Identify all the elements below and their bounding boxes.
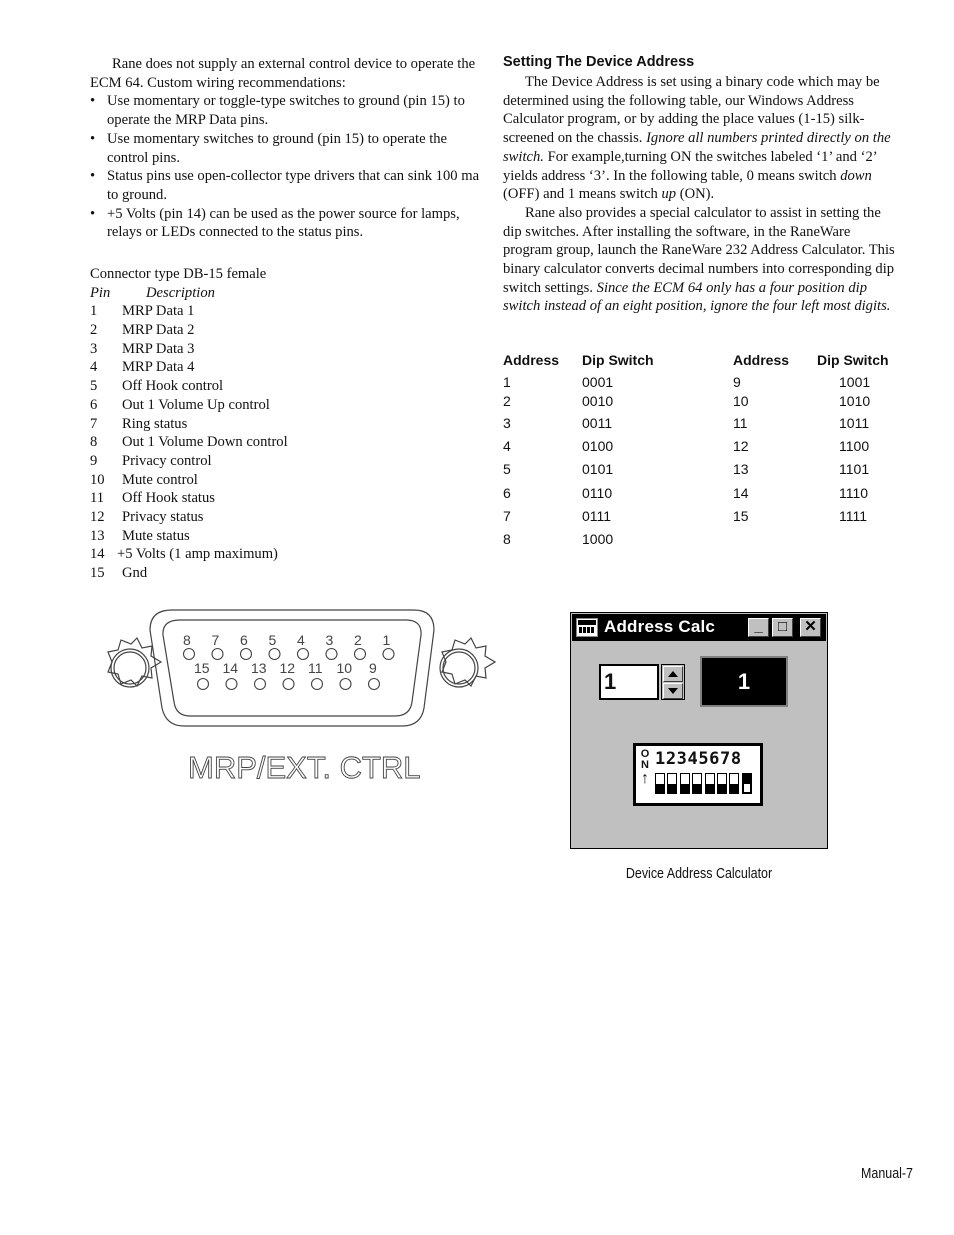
para-italic: Since the ECM 64 only has a four position dip switch instead of an eight position, ignore the four left most digits. (503, 279, 891, 315)
dip-switch-cell: 0110 (582, 485, 613, 501)
pin-number: 2 (90, 322, 98, 339)
minimize-button[interactable]: _ (748, 618, 769, 637)
pin-socket (340, 679, 351, 690)
dip-switch-knob (693, 784, 701, 794)
spin-up-button[interactable] (663, 666, 683, 682)
pin-socket (326, 649, 337, 660)
pin-description: Ring status (122, 415, 188, 432)
dip-switch-knob (681, 784, 689, 794)
left-mounting-nut (108, 638, 161, 686)
description-header: Description (146, 284, 215, 301)
dip-switch-cell: 1110 (839, 485, 869, 501)
arrow-down-icon (668, 688, 678, 694)
on-label (639, 749, 651, 787)
pin-socket (369, 679, 380, 690)
para-italic: up (661, 186, 677, 203)
pin-number: 8 (90, 434, 98, 451)
pin-socket (269, 649, 280, 660)
address-cell: 15 (733, 508, 749, 524)
pin-socket (355, 649, 366, 660)
pin-label: 11 (308, 660, 323, 676)
pin-row (90, 396, 390, 415)
para-text: (OFF) and 1 means switch (503, 186, 662, 203)
dip-switch-knob (718, 784, 726, 794)
pin-description: Off Hook status (122, 490, 215, 507)
pin-socket (212, 649, 223, 660)
pin-label: 2 (354, 632, 362, 648)
bullet-item (90, 205, 482, 242)
address-cell: 4 (503, 438, 511, 454)
dip-switch-cell: 1100 (839, 438, 870, 454)
bullet-text: Status pins use open-collector type drivers that can sink 100 ma to ground. (107, 168, 480, 203)
pin-description: Privacy control (122, 452, 212, 469)
address-cell: 10 (733, 393, 749, 409)
dip-switch-knob (730, 784, 738, 794)
pin-number: 6 (90, 396, 98, 413)
bullet-glyph: • (90, 168, 96, 185)
pin-row (90, 489, 390, 508)
pin-row (90, 340, 390, 359)
pin-label: 15 (194, 660, 210, 676)
dip-switch-cell: 1111 (839, 508, 868, 524)
pin-number: 5 (90, 378, 98, 395)
pin-label: 4 (297, 632, 305, 648)
dip-switch (692, 773, 702, 794)
pin-label: 10 (336, 660, 353, 676)
address-header: Address (503, 352, 560, 368)
address-cell: 9 (733, 374, 741, 390)
pin-socket (283, 679, 294, 690)
dip-switch (729, 773, 739, 794)
right-column-text (503, 73, 897, 316)
pinout-header (90, 284, 390, 303)
address-cell: 11 (733, 415, 748, 431)
dip-switch-knob (668, 784, 676, 794)
pin-number: 4 (90, 359, 98, 376)
pin-row (90, 358, 390, 377)
pin-socket (255, 679, 266, 690)
pin-description: Out 1 Volume Up control (122, 396, 270, 413)
page-number: Manual-7 (861, 1166, 913, 1182)
dip-switch-header: Dip Switch (582, 352, 654, 368)
dip-switch-knob (706, 784, 714, 794)
bullet-text: +5 Volts (pin 14) can be used as the power source for lamps, relays or LEDs connected to the status pins. (107, 205, 460, 241)
address-cell: 12 (733, 438, 749, 454)
dip-switch-header: Dip Switch (817, 352, 889, 368)
pin-number: 15 (90, 565, 105, 582)
para-italic: Ignore all numbers printed directly on the switch. (503, 130, 891, 165)
dip-switch-graphic (633, 743, 763, 806)
pin-socket (226, 679, 237, 690)
pin-row (90, 508, 390, 527)
para-text: Rane also provides a special calculator to assist in setting the dip switches. After installing the software, in the RaneWare program group, launch the RaneWare 232 Address Calculator. This binary calculator converts decimal numbers into corresponding dip switch settings. (503, 204, 895, 296)
pin-row (90, 564, 390, 583)
bullet-glyph: • (90, 130, 96, 147)
pin-row (90, 471, 390, 490)
dip-switch-cell: 1101 (839, 461, 870, 477)
on-label-char: O (640, 748, 650, 760)
pin-number: 7 (90, 415, 98, 432)
dip-switch (680, 773, 690, 794)
pin-label: 8 (183, 632, 191, 648)
address-cell: 6 (503, 485, 511, 501)
pin-socket (383, 649, 394, 660)
pin-socket (312, 679, 323, 690)
dip-switch (667, 773, 677, 794)
dip-switch-cell: 1011 (839, 415, 870, 431)
arrow-up-icon (668, 671, 678, 677)
dip-switch-knob (656, 784, 664, 794)
left-mounting-hole (114, 652, 146, 684)
pin-row (90, 321, 390, 340)
address-cell: 14 (733, 485, 749, 501)
address-cell: 3 (503, 415, 511, 431)
pin-label: 1 (382, 632, 391, 648)
pin-number: 14 (90, 546, 105, 563)
address-cell: 13 (733, 461, 749, 477)
dip-switch-numbers: 12345678 (655, 749, 742, 769)
bullet-text: Use momentary switches to ground (pin 15) to operate the control pins. (107, 130, 448, 166)
dip-switch-cell: 0100 (582, 438, 614, 454)
address-cell: 5 (503, 461, 511, 477)
dip-switch-cell: 0101 (582, 461, 614, 477)
figure-caption: Device Address Calculator (625, 866, 773, 882)
address-cell: 2 (503, 393, 511, 409)
pinout-list (90, 265, 390, 583)
calculator-paragraph (503, 204, 897, 316)
dip-switch (705, 773, 715, 794)
pin-description: Mute status (122, 527, 190, 544)
address-cell: 1 (503, 374, 511, 390)
pin-label: 13 (251, 660, 267, 676)
pin-number: 11 (90, 490, 105, 507)
pin-row (90, 302, 390, 321)
para-italic: down (840, 167, 872, 184)
dip-switch-cell: 0001 (582, 374, 614, 390)
bullet-item (90, 130, 482, 167)
dip-switch-cell: 0011 (582, 415, 613, 431)
address-header: Address (733, 352, 790, 368)
pin-number: 1 (90, 303, 98, 320)
address-spinner[interactable] (661, 664, 685, 700)
dip-switch-cell: 1000 (582, 531, 614, 547)
address-display: 1 (700, 656, 788, 707)
pin-label: 3 (325, 632, 334, 648)
intro-paragraph: Rane does not supply an external control device to operate the ECM 64. Custom wiring recommendations: (90, 56, 476, 91)
para-text: (ON). (676, 186, 715, 203)
bullet-item (90, 92, 482, 129)
dip-switch-cell: 0010 (582, 393, 614, 409)
window-title: Address Calc (604, 617, 716, 636)
pin-row (90, 452, 390, 471)
on-arrow-icon: ↑ (641, 770, 649, 787)
dip-switch-cell: 0111 (582, 508, 612, 524)
dip-switch-cell: 1010 (839, 393, 871, 409)
pin-row (90, 415, 390, 434)
pin-socket (198, 679, 209, 690)
bullet-glyph: • (90, 93, 96, 110)
pin-label: 7 (211, 632, 220, 648)
pin-description: Out 1 Volume Down control (122, 434, 288, 451)
dip-switch (717, 773, 727, 794)
pin-description: Gnd (122, 565, 148, 582)
db15-connector-diagram (84, 600, 496, 795)
pin-socket (184, 649, 195, 660)
dip-switch-cell: 1001 (839, 374, 871, 390)
address-input[interactable]: 1 (599, 664, 659, 700)
pin-row (90, 527, 390, 546)
connector-type: Connector type DB-15 female (90, 266, 267, 282)
pin-description: Off Hook control (122, 378, 224, 395)
pin-header: Pin (90, 284, 111, 301)
window-titlebar[interactable] (572, 614, 826, 641)
left-column (90, 55, 482, 242)
pin-label: 12 (279, 660, 296, 676)
app-icon[interactable] (576, 618, 598, 637)
bullet-item (90, 167, 482, 204)
address-calc-window (570, 612, 828, 849)
dip-switch-knob (744, 775, 750, 784)
right-mounting-hole (443, 652, 475, 684)
pin-label: 14 (222, 660, 239, 676)
pin-description: Privacy status (122, 508, 204, 525)
pin-number: 9 (90, 452, 98, 469)
pin-row (90, 545, 390, 564)
maximize-button[interactable]: □ (772, 618, 793, 637)
pin-number: 12 (90, 508, 105, 525)
pin-label: 9 (369, 660, 377, 676)
close-button[interactable]: ✕ (800, 618, 821, 637)
device-address-paragraph (503, 73, 897, 204)
pin-label: 5 (268, 632, 277, 648)
pin-description: MRP Data 4 (122, 359, 195, 376)
pin-description: Mute control (122, 471, 198, 488)
on-label-char: N (641, 759, 649, 771)
address-cell: 7 (503, 508, 511, 524)
pin-description: +5 Volts (1 amp maximum) (117, 546, 278, 563)
section-heading: Setting The Device Address (503, 54, 695, 70)
pin-description: MRP Data 2 (122, 322, 195, 339)
address-cell: 8 (503, 531, 511, 547)
pin-row (90, 433, 390, 452)
pin-row (90, 377, 390, 396)
right-mounting-nut (442, 638, 495, 686)
bullet-glyph: • (90, 205, 96, 222)
pin-label: 6 (240, 632, 248, 648)
para-text: The Device Address is set using a binary code which may be determined using the following table, our Windows Address Calculator program, or by adding the place values (1-15) silk-screened on the chassis. (503, 74, 880, 147)
pin-description: MRP Data 3 (122, 340, 195, 357)
dip-switch (655, 773, 665, 794)
spin-down-button[interactable] (663, 683, 683, 699)
dip-switch (742, 773, 752, 794)
pin-rows (90, 302, 390, 582)
pin-socket (298, 649, 309, 660)
connector-label: MRP/EXT. CTRL (188, 750, 421, 785)
pin-number: 3 (90, 340, 98, 357)
pin-number: 10 (90, 471, 105, 488)
pin-number: 13 (90, 527, 105, 544)
pin-description: MRP Data 1 (122, 303, 195, 320)
pin-socket (241, 649, 252, 660)
para-text: For example,turning ON the switches labeled ‘1’ and ‘2’ yields address ‘3’. In the following table, 0 means switch (503, 148, 877, 184)
bullet-text: Use momentary or toggle-type switches to ground (pin 15) to operate the MRP Data pins. (107, 93, 465, 129)
